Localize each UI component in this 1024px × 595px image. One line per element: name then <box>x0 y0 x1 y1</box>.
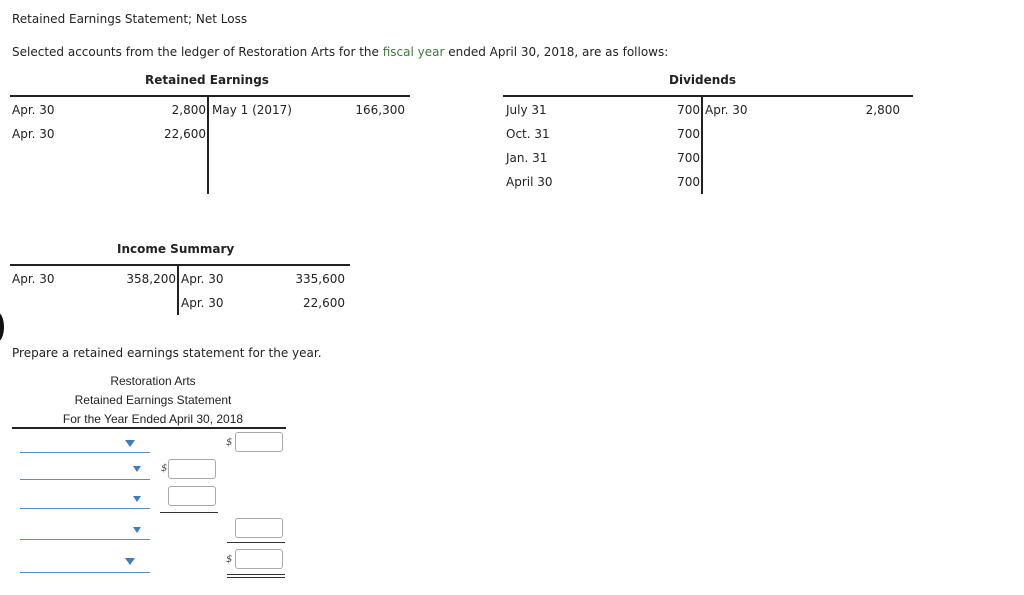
statement-header-rule <box>12 427 286 429</box>
caret-down-icon[interactable] <box>133 466 141 472</box>
is-credit-date-2: Apr. 30 <box>181 296 224 310</box>
income-summary-title: Income Summary <box>117 242 235 256</box>
div-debit-date-3: Jan. 31 <box>506 151 548 165</box>
t-account-top-line <box>10 95 410 97</box>
re-credit-amount-1: 166,300 <box>355 103 405 117</box>
caret-down-icon[interactable] <box>133 527 141 533</box>
intro-text-before: Selected accounts from the ledger of Restoration Arts for the <box>12 45 383 59</box>
statement-row-1-input[interactable] <box>235 432 283 452</box>
intro-text-after: ended April 30, 2018, are as follows: <box>444 45 669 59</box>
fiscal-year-link[interactable]: fiscal year <box>382 45 445 59</box>
div-debit-date-1: July 31 <box>506 103 547 117</box>
is-debit-amount-1: 358,200 <box>126 272 176 286</box>
problem-heading: Retained Earnings Statement; Net Loss <box>12 12 248 26</box>
div-debit-amount-4: 700 <box>677 175 700 189</box>
scroll-indicator <box>0 312 4 342</box>
t-account-divider <box>701 96 703 194</box>
re-debit-date-1: Apr. 30 <box>12 103 55 117</box>
problem-intro <box>12 45 668 59</box>
statement-row-5-input[interactable] <box>235 549 283 569</box>
caret-down-icon[interactable] <box>133 496 141 502</box>
div-debit-date-2: Oct. 31 <box>506 127 550 141</box>
total-double-underline-1 <box>227 574 285 575</box>
statement-row-4-input[interactable] <box>235 518 283 538</box>
subtotal-underline <box>160 512 218 513</box>
is-credit-amount-1: 335,600 <box>295 272 345 286</box>
re-debit-amount-1: 2,800 <box>171 103 206 117</box>
dropdown-underline <box>20 508 150 509</box>
statement-company: Restoration Arts <box>110 374 196 388</box>
t-account-divider <box>207 96 209 194</box>
dollar-sign: $ <box>226 437 233 448</box>
is-debit-date-1: Apr. 30 <box>12 272 55 286</box>
div-credit-date-1: Apr. 30 <box>705 103 748 117</box>
statement-title: Retained Earnings Statement <box>74 393 232 407</box>
div-debit-amount-1: 700 <box>677 103 700 117</box>
dollar-sign: $ <box>161 463 168 474</box>
subtotal-underline <box>227 542 285 543</box>
re-debit-amount-2: 22,600 <box>164 127 206 141</box>
div-debit-amount-3: 700 <box>677 151 700 165</box>
statement-row-2-input[interactable] <box>168 459 216 479</box>
statement-period: For the Year Ended April 30, 2018 <box>62 412 244 426</box>
t-account-top-line <box>503 95 913 97</box>
statement-row-3-input[interactable] <box>168 486 216 506</box>
div-debit-amount-2: 700 <box>677 127 700 141</box>
dropdown-underline <box>20 572 150 573</box>
total-double-underline-2 <box>227 577 285 578</box>
dropdown-underline <box>20 539 150 540</box>
t-account-divider <box>177 265 179 315</box>
dollar-sign: $ <box>226 554 233 565</box>
div-debit-date-4: April 30 <box>506 175 553 189</box>
is-credit-amount-2: 22,600 <box>303 296 345 310</box>
instruction-text: Prepare a retained earnings statement for the year. <box>12 346 322 360</box>
re-debit-date-2: Apr. 30 <box>12 127 55 141</box>
t-account-top-line <box>10 264 350 266</box>
dividends-title: Dividends <box>669 73 737 87</box>
caret-down-icon[interactable] <box>125 558 135 565</box>
re-credit-date-1: May 1 (2017) <box>212 103 292 117</box>
dropdown-underline <box>20 479 150 480</box>
caret-down-icon[interactable] <box>125 440 135 447</box>
is-credit-date-1: Apr. 30 <box>181 272 224 286</box>
retained-earnings-title: Retained Earnings <box>145 73 269 87</box>
dropdown-underline <box>20 452 150 453</box>
div-credit-amount-1: 2,800 <box>865 103 900 117</box>
